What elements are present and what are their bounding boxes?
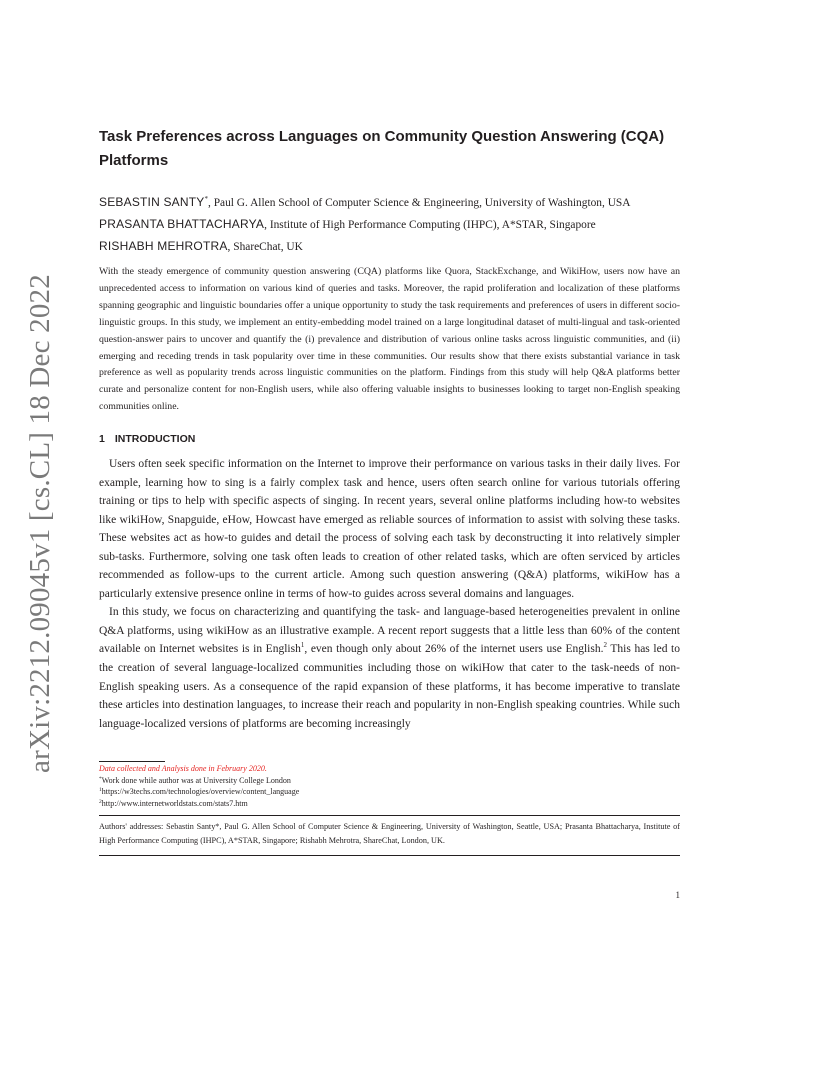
intro-paragraph-2 xyxy=(99,603,680,733)
footnote-divider xyxy=(99,761,165,762)
footnotes xyxy=(99,763,680,809)
addresses-divider-bottom xyxy=(99,855,680,856)
footnote-2-url: http://www.internetworldstats.com/stats7.htm xyxy=(101,798,248,808)
author-affiliation: , Paul G. Allen School of Computer Science & Engineering, University of Washington, USA xyxy=(208,197,631,209)
introduction-body xyxy=(99,455,680,733)
author-entry xyxy=(99,214,680,236)
data-collection-note: Data collected and Analysis done in February 2020. xyxy=(99,764,267,773)
footnote-1-url: https://w3techs.com/technologies/overview/content_language xyxy=(101,787,300,797)
paragraph-text: This has led to the creation of several language-localized communities including those on wikiHow that cater to the task-needs of non-English speaking users. As a consequence of the rapid expansion of these platforms, it has become imperative to translate these articles into destination languages, to increase their reach and popularity in non-English speaking countries. While such language-localized versions of platforms are becoming increasingly xyxy=(99,643,681,730)
author-name: PRASANTA BHATTACHARYA xyxy=(99,217,265,231)
section-title: INTRODUCTION xyxy=(114,433,196,445)
author-name: SEBASTIN SANTY xyxy=(99,195,205,209)
intro-paragraph-1: Users often seek specific information on the Internet to improve their performance on various tasks in their daily lives. For example, learning how to sing is a fairly complex task and hence, users often search online for various tutorials offering training or tips to help with specific aspects of singing. In recent years, several online platforms including how-to websites like wikiHow, Snapguide, eHow, Howcast have emerged as reliable sources of information to assist with solving these tasks. These websites act as how-to guides and detail the process of solving each task by deconstructing it into relatively simpler sub-tasks. Furthermore, solving one task often leads to creation of other related tasks, which are often serviced by articles recommended as follow-ups to the current article. Among such question answering (Q&A) platforms, wikiHow has a particularly extensive presence online in terms of how-to guides across several domains and languages. xyxy=(99,458,680,600)
author-addresses: Authors' addresses: Sebastin Santy*, Paul G. Allen School of Computer Science & Engineering, University of Washington, Seattle, USA; Prasanta Bhattacharya, Institute of High Performance Computing (IHPC), A*STAR, Singapore; Rishabh Mehrotra, ShareChat, London, UK. xyxy=(99,822,680,845)
footnote-1: $^1$https://w3techs.com/technologies/overview/content_language xyxy=(99,787,300,797)
footnote-ref-1: 1 xyxy=(300,641,305,650)
author-affiliation: , ShareChat, UK xyxy=(227,241,303,253)
paragraph-text: , even though only about 26% of the internet users use English. xyxy=(304,643,604,656)
paper-title: Task Preferences across Languages on Community Question Answering (CQA) Platforms xyxy=(99,128,665,169)
addresses-divider-top xyxy=(99,815,680,816)
arxiv-sidebar-stamp xyxy=(16,273,64,773)
author-name: RISHABH MEHROTRA xyxy=(99,239,228,253)
section-number: 1 xyxy=(99,433,105,445)
author-marker: * xyxy=(204,195,208,203)
footnote-star: *Work done while author was at University College London xyxy=(99,775,291,785)
author-entry xyxy=(99,236,680,258)
abstract: With the steady emergence of community question answering (CQA) platforms like Quora, StackExchange, and WikiHow, users now have an unprecedented access to information on various kind of queries and tasks. Moreover, the rapid proliferation and localization of these platforms spanning geographic and linguistic boundaries offer a unique opportunity to study the task requirements and preferences of users in different socio-linguistic groups. In this study, we implement an entity-embedding model trained on a large longitudinal dataset of multi-lingual and task-oriented question-answer pairs to uncover and quantify the (i) prevalence and distribution of various online tasks across linguistic communities, and (ii) emerging and receding trends in task popularity over time in these communities. Our results show that there exists substantial variance in task preference as well as popularity trends across linguistic communities on the platform. Findings from this study will help Q&A platforms better curate and personalize content for non-English users, while also offering valuable insights to businesses looking to target non-English speaking communities online. xyxy=(99,266,680,413)
author-affiliation: , Institute of High Performance Computing (IHPC), A*STAR, Singapore xyxy=(264,219,596,231)
footnote-2: $^2$http://www.internetworldstats.com/stats7.htm xyxy=(99,798,248,808)
author-entry xyxy=(99,192,680,214)
footnote-ref-2: 2 xyxy=(603,641,607,650)
author-list xyxy=(99,192,680,258)
arxiv-identifier: arXiv:2212.09045v1 [cs.CL] 18 Dec 2022 xyxy=(23,273,56,773)
section-heading xyxy=(99,433,195,445)
page-number: 1 xyxy=(675,890,680,900)
paragraph-text: In this study, we focus on characterizing and quantifying the task- and language-based heterogeneities prevalent in online Q&A platforms, using wikiHow as an illustrative example. A recent report suggests that a little less than 60% of the content available on Internet websites is in English xyxy=(99,606,680,656)
